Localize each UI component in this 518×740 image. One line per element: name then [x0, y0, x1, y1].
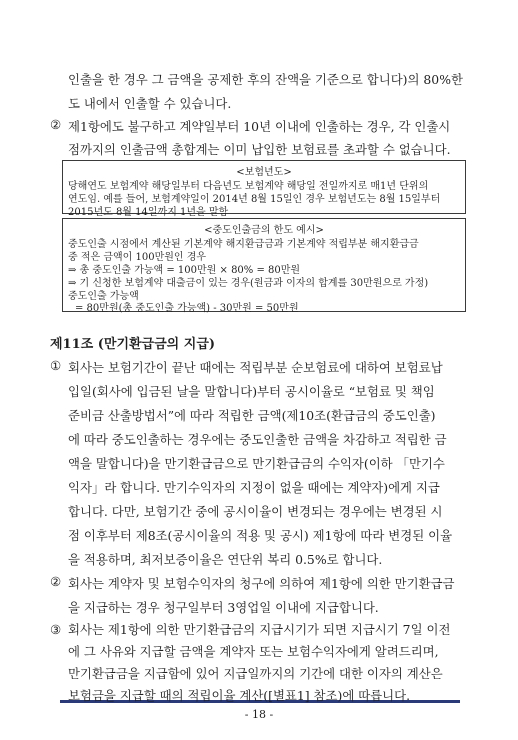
paragraph-line: 회사는 계약자 및 보험수익자의 청구에 의하여 제1항에 의한 만기환급금 — [68, 576, 455, 591]
paragraph-line: 만기환급금을 지급함에 있어 지급일까지의 기간에 대한 이자의 계산은 — [68, 666, 443, 681]
article-heading: 제11조 (만기환급금의 지급) — [50, 337, 216, 352]
paragraph-line: 점 이후부터 제8조(공시이율의 적용 및 공시) 제1항에 따라 변경된 이율 — [68, 528, 453, 543]
paragraph-line: 을 지급하는 경우 청구일부터 3영업일 이내에 지급합니다. — [68, 600, 379, 615]
box-title: <보험년도> — [236, 167, 292, 178]
page-number: - 18 - — [244, 708, 274, 721]
box-text-line: 중도인출 가능액 — [68, 291, 139, 302]
body-text-line: 도 내에서 인출할 수 있습니다. — [68, 96, 232, 111]
box-text-line: 중도인출 시점에서 계산된 기본계약 해지환급금과 기본계약 적립부분 해지환급금 — [68, 239, 419, 250]
paragraph-line: 회사는 보험기간이 끝난 때에는 적립부분 순보험료에 대하여 보험료납 — [68, 360, 443, 375]
paragraph-line: 에 따라 중도인출하는 경우에는 중도인출한 금액을 차감하고 적립한 금 — [68, 432, 447, 447]
paragraph-line: 입일(회사에 입금된 날을 말합니다)부터 공시이율로 “보험료 및 책임 — [68, 384, 435, 399]
paragraph-line: 액을 말합니다)을 만기환급금으로 만기환급금의 수익자(이하 「만기수 — [68, 456, 445, 471]
withdrawal-limit-example-box — [62, 218, 466, 312]
paragraph-line: 익자」라 합니다. 만기수익자의 지정이 없을 때에는 계약자)에게 지급 — [68, 480, 440, 495]
box-text-line: ⇒ 기 신청한 보험계약 대출금이 있는 경우(원금과 이자의 합계를 30만원으로 가정) — [68, 278, 429, 289]
paragraph-line: 에 그 사유와 지급할 금액을 계약자 또는 보험수익자에게 알려드리며, — [68, 644, 439, 659]
box-text-line: 중 적은 금액이 100만원인 경우 — [68, 252, 207, 263]
paragraph-line: 합니다. 다만, 보험기간 중에 공시이율이 변경되는 경우에는 변경된 시 — [68, 504, 443, 519]
paragraph-line: 보험금을 지급할 때의 적립이율 계산([별표1] 참조)에 따릅니다. — [68, 688, 411, 703]
list-number: ② — [50, 117, 62, 132]
box-text-line: ⇒ 총 중도인출 가능액 = 100만원 × 80% = 80만원 — [68, 265, 301, 276]
body-text-line: 점까지의 인출금액 총합계는 이미 납입한 보험료를 초과할 수 없습니다. — [68, 142, 451, 157]
body-text-line: 제1항에도 불구하고 계약일부터 10년 이내에 인출하는 경우, 각 인출시 — [68, 119, 451, 134]
paragraph-line: 을 적용하며, 최저보증이율은 연단위 복리 0.5%로 합니다. — [68, 552, 383, 567]
list-number: ② — [50, 574, 62, 589]
box-text-line: 2015년도 8월 14일까지 1년을 말함 — [68, 207, 229, 218]
box-text-line: 당해연도 보험계약 해당일부터 다음년도 보험계약 해당일 전일까지로 매1년 단위의 — [68, 181, 429, 192]
insurance-year-box — [62, 160, 466, 218]
body-text-line: 인출을 한 경우 그 금액을 공제한 후의 잔액을 기준으로 합니다)의 80%한 — [68, 72, 463, 87]
box-text-line: = 80만원(총 중도인출 가능액) - 30만원 = 50만원 — [75, 303, 299, 314]
list-number: ① — [50, 358, 62, 373]
box-title: <중도인출금의 한도 예시> — [204, 225, 324, 236]
paragraph-line: 준비금 산출방법서”에 따라 적립한 금액(제10조(환급금의 중도인출) — [68, 408, 436, 423]
paragraph-line: 회사는 제1항에 의한 만기환급금의 지급시기가 되면 지급시기 7일 이전 — [68, 622, 451, 637]
box-text-line: 연도임. 예를 들어, 보험계약일이 2014년 8월 15일인 경우 보험년도는 8월 15일부터 — [68, 194, 441, 205]
list-number: ③ — [50, 622, 62, 637]
